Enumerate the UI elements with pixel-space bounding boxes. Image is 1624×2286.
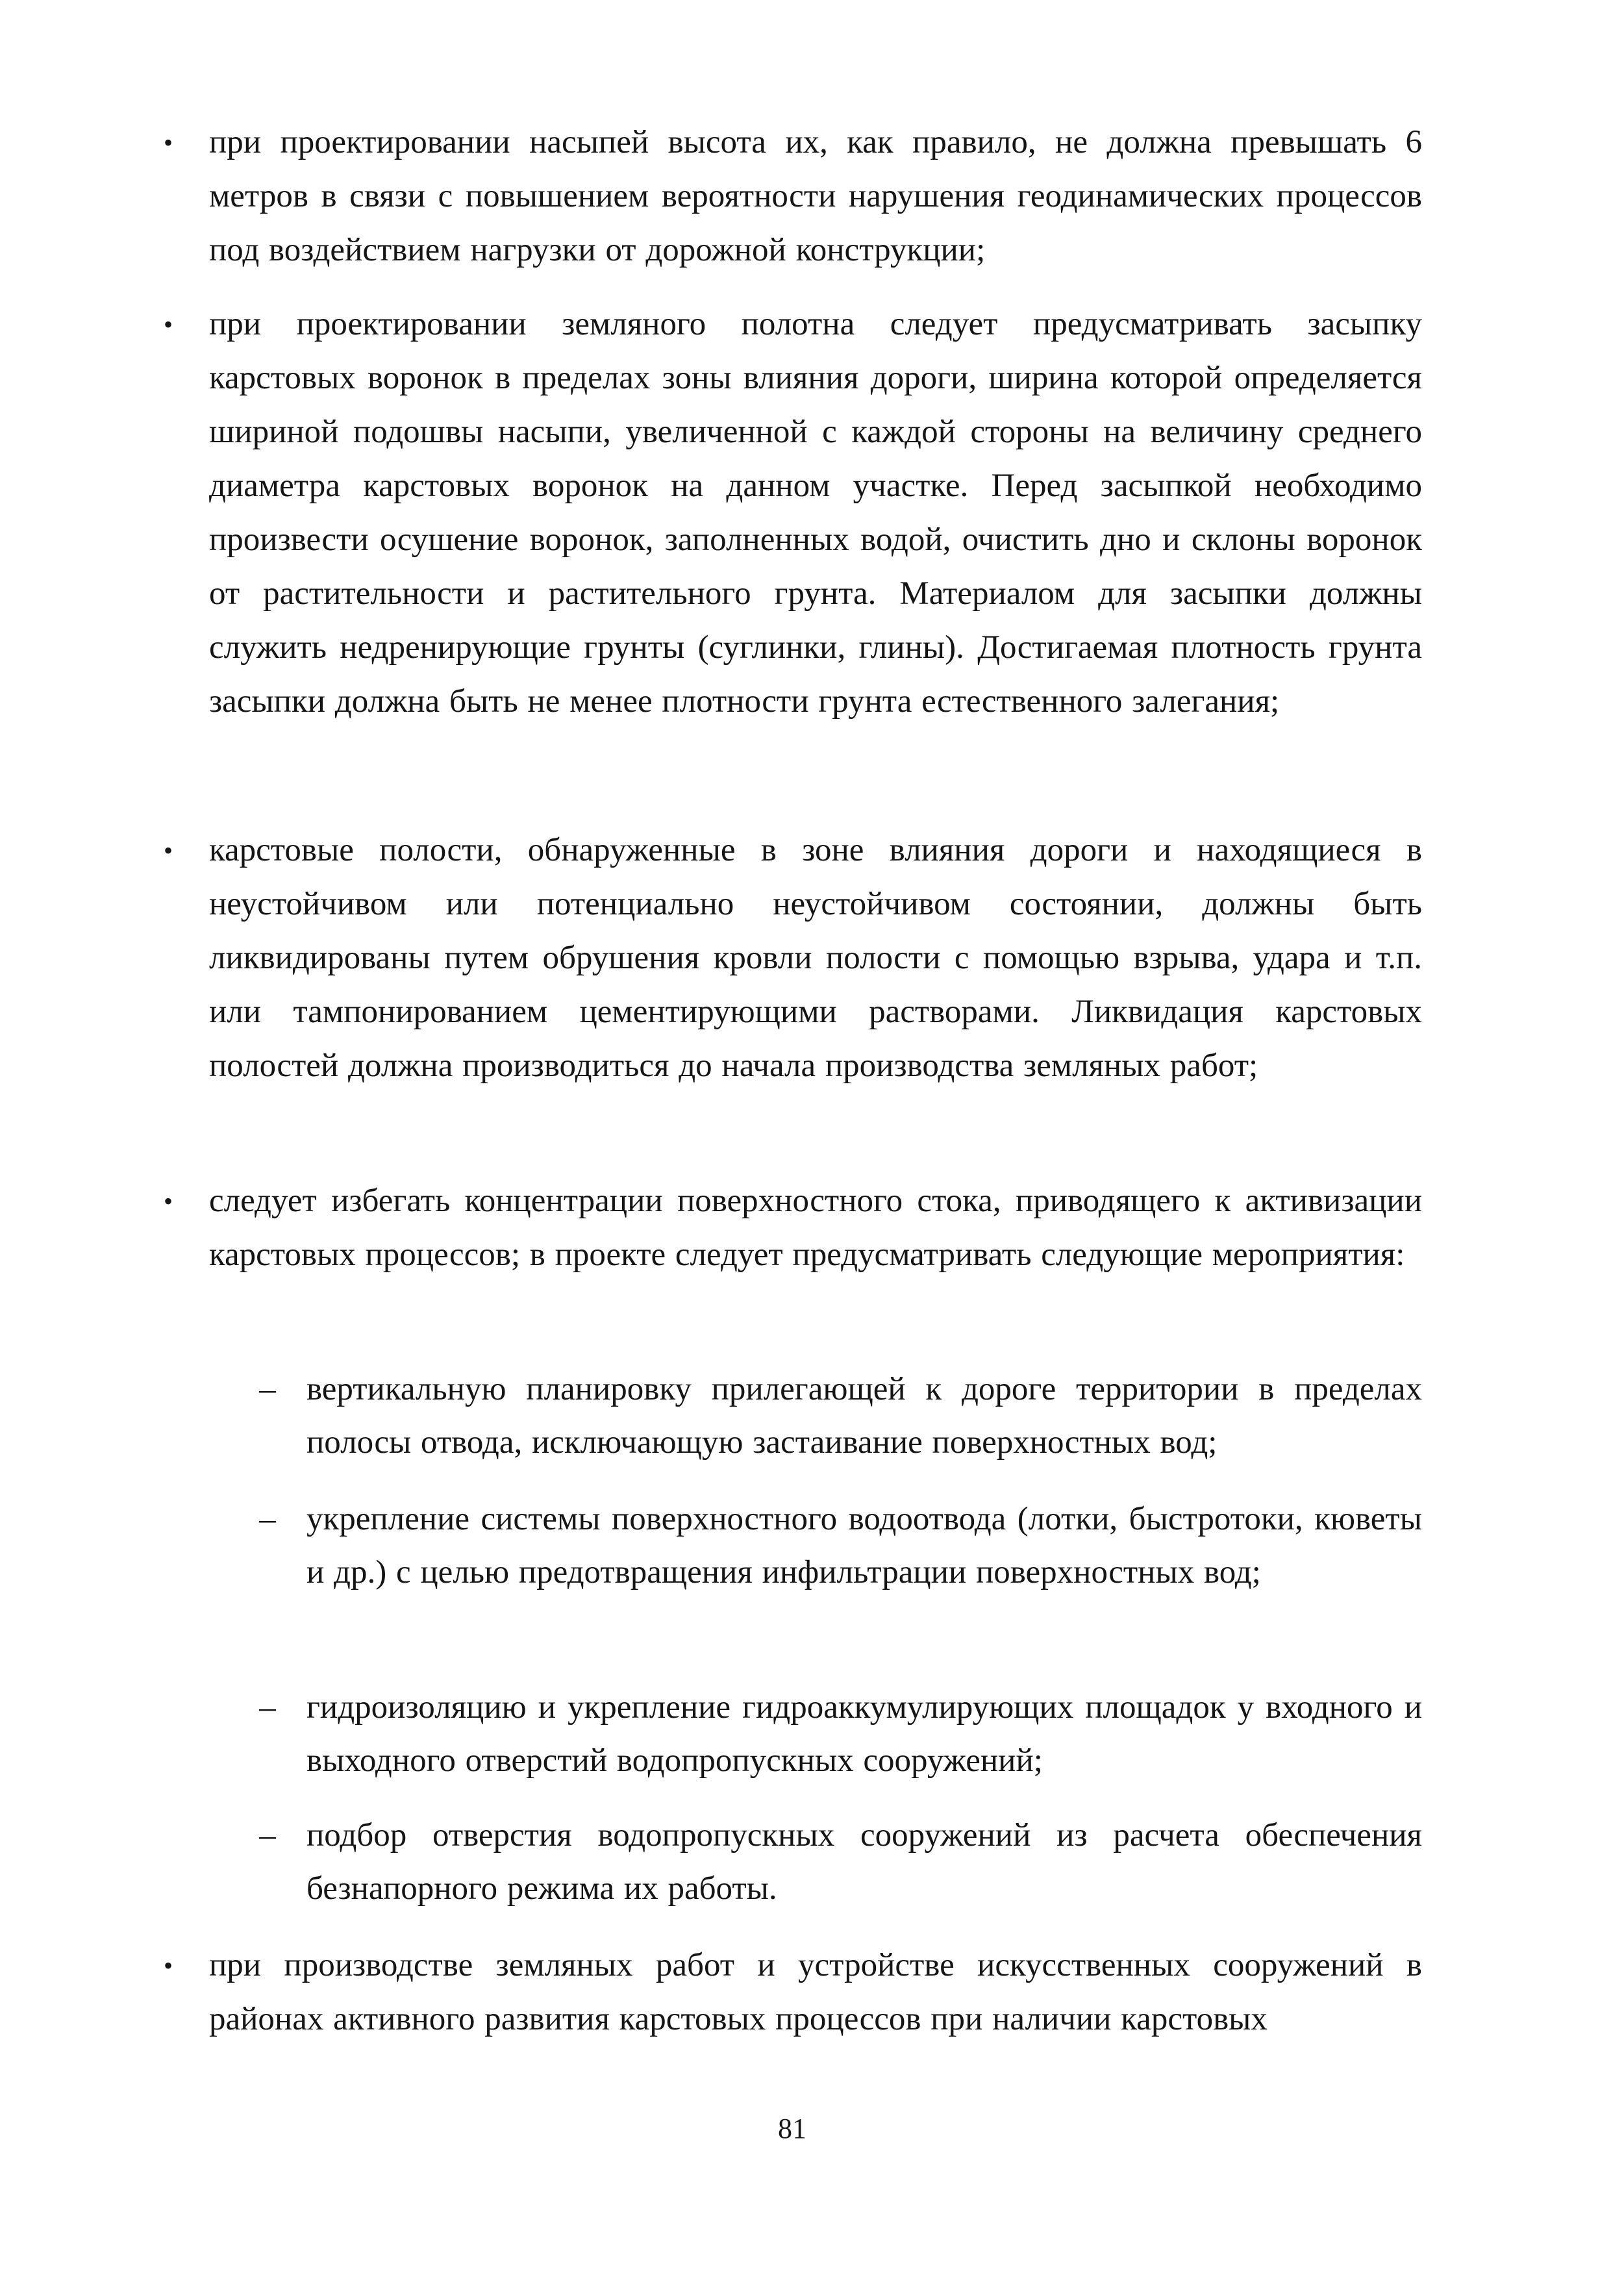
sub-item-4	[259, 1809, 1422, 1915]
bullet-item-1	[163, 116, 1422, 277]
sub-item-text: вертикальную планировку прилегающей к дороге территории в пределах полосы отвода, исключающую застаивание поверхностных вод;	[306, 1371, 1422, 1461]
page-number: 81	[778, 2113, 806, 2144]
bullet-marker: •	[163, 1187, 173, 1216]
bullet-text: следует избегать концентрации поверхностного стока, приводящего к активизации карстовых процессов; в проекте следует предусматривать следующие мероприятия:	[209, 1183, 1422, 1273]
sub-item-2	[259, 1492, 1422, 1599]
bullet-item-3	[163, 823, 1422, 1093]
dash-marker: –	[259, 1689, 276, 1726]
sub-item-text: подбор отверстия водопропускных сооружений из расчета обеспечения безнапорного режима их работы.	[306, 1817, 1422, 1907]
bullet-item-4	[163, 1174, 1422, 1282]
dash-marker: –	[259, 1817, 276, 1853]
bullet-item-5	[163, 1939, 1422, 2046]
bullet-marker: •	[163, 128, 173, 157]
bullet-marker: •	[163, 836, 173, 865]
dash-marker: –	[259, 1501, 276, 1537]
sub-item-3	[259, 1681, 1422, 1787]
sub-item-1	[259, 1363, 1422, 1469]
bullet-marker: •	[163, 1951, 173, 1980]
bullet-marker: •	[163, 310, 173, 339]
bullet-text: при производстве земляных работ и устройстве искусственных сооружений в районах активного развития карстовых процессов при наличии карстовых	[209, 1947, 1422, 2037]
dash-marker: –	[259, 1371, 276, 1407]
bullet-item-2	[163, 297, 1422, 729]
bullet-text: при проектировании земляного полотна следует предусматривать засыпку карстовых воронок в пределах зоны влияния дороги, ширина которой определяется шириной подошвы насыпи, увеличенной с каждой стороны на величину среднего диаметра карстовых воронок на данном участке. Перед засыпкой необходимо произвести осушение воронок, заполненных водой, очистить дно и склоны воронок от растительности и растительного грунта. Материалом для засыпки должны служить недренирующие грунты (суглинки, глины). Достигаемая плотность грунта засыпки должна быть не менее плотности грунта естественного залегания;	[209, 306, 1422, 720]
bullet-text: карстовые полости, обнаруженные в зоне влияния дороги и находящиеся в неустойчивом или потенциально неустойчивом состоянии, должны быть ликвидированы путем обрушения кровли полости с помощью взрыва, удара и т.п. или тампонированием цементирующими растворами. Ликвидация карстовых полостей должна производиться до начала производства земляных работ;	[209, 832, 1422, 1084]
sub-item-text: укрепление системы поверхностного водоотвода (лотки, быстротоки, кюветы и др.) с целью предотвращения инфильтрации поверхностных вод;	[306, 1501, 1422, 1590]
sub-item-text: гидроизоляцию и укрепление гидроаккумулирующих площадок у входного и выходного отверстий водопропускных сооружений;	[306, 1689, 1422, 1779]
bullet-text: при проектировании насыпей высота их, как правило, не должна превышать 6 метров в связи с повышением вероятности нарушения геодинамических процессов под воздействием нагрузки от дорожной конструкции;	[209, 124, 1422, 268]
